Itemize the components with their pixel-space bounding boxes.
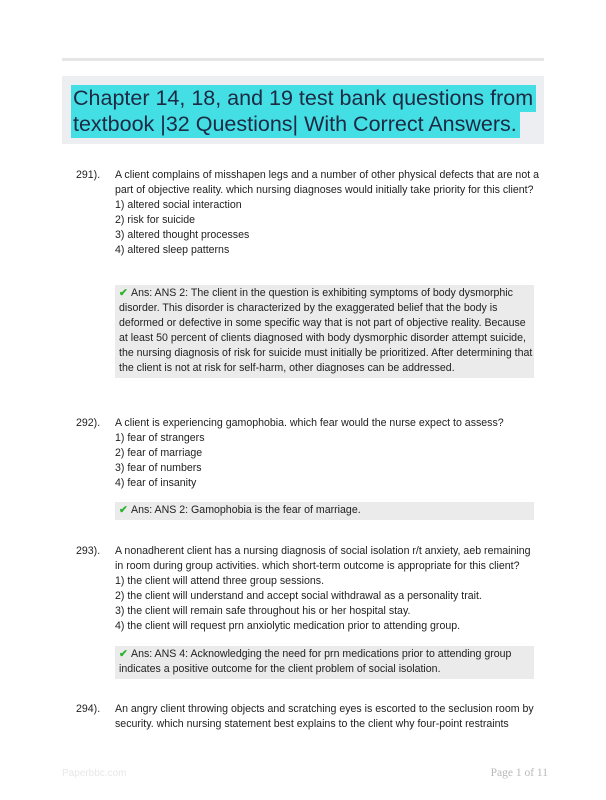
option: 1) fear of strangers [115, 432, 205, 444]
option: 1) the client will attend three group sessions. [115, 575, 325, 587]
question-text: An angry client throwing objects and scratching eyes is escorted to the seclusion room by security. which nursing statement best explains to the client why four-point restraints [115, 703, 534, 730]
answer-text: Ans: ANS 2: The client in the question is exhibiting symptoms of body dysmorphic disorder. This disorder is characterized by the exaggerated belief that the body is deformed or defective in some specific way that is not part of objective reality. Because at least 50 percent of clients diagnosed with body dysmorphic disorder attempt suicide, the nursing diagnosis of risk for suicide must initially be prioritized. After determining that the client is not at risk for self-harm, other diagnoses can be addressed. [119, 287, 533, 374]
answer-text: Ans: ANS 2: Gamophobia is the fear of marriage. [131, 504, 361, 516]
answer-box-293 [115, 646, 534, 679]
question-body [115, 544, 540, 634]
option: 3) fear of numbers [115, 462, 202, 474]
footer-site-watermark: Paperbbc.com [62, 768, 127, 779]
option: 1) altered social interaction [115, 199, 242, 211]
answer-box-292 [115, 502, 534, 520]
option: 4) fear of insanity [115, 477, 197, 489]
question-number: 292). [76, 417, 101, 429]
question-body [115, 416, 540, 491]
option: 2) the client will understand and accept social withdrawal as a personality trait. [115, 590, 482, 602]
question-body [115, 702, 540, 732]
top-divider [62, 58, 544, 61]
option: 4) altered sleep patterns [115, 244, 230, 256]
page-title-text: Chapter 14, 18, and 19 test bank questions from textbook |32 Questions| With Correct Answers. [71, 85, 536, 138]
checkmark-icon: ✔ [119, 287, 128, 299]
question-text: A client complains of misshapen legs and a number of other physical defects that are not a part of objective reality. which nursing diagnoses would initially take priority for this client? [115, 169, 539, 196]
question-number: 291). [76, 169, 101, 181]
question-number: 293). [76, 545, 101, 557]
option: 3) altered thought processes [115, 229, 250, 241]
checkmark-icon: ✔ [119, 504, 128, 516]
question-body [115, 168, 540, 258]
answer-box-291 [115, 285, 534, 378]
option: 2) risk for suicide [115, 214, 196, 226]
footer-page-number: Page 1 of 11 [490, 767, 548, 779]
option: 4) the client will request prn anxiolytic medication prior to attending group. [115, 620, 461, 632]
question-text: A client is experiencing gamophobia. which fear would the nurse expect to assess? [115, 417, 504, 429]
checkmark-icon: ✔ [119, 648, 128, 660]
page-title [71, 85, 541, 137]
question-number: 294). [76, 703, 101, 715]
option: 3) the client will remain safe throughout his or her hospital stay. [115, 605, 411, 617]
answer-text: Ans: ANS 4: Acknowledging the need for prn medications prior to attending group indicates a positive outcome for the client problem of social isolation. [119, 648, 512, 675]
question-text: A nonadherent client has a nursing diagnosis of social isolation r/t anxiety, aeb remaining in room during group activities. which short-term outcome is appropriate for this client? [115, 545, 531, 572]
option: 2) fear of marriage [115, 447, 203, 459]
